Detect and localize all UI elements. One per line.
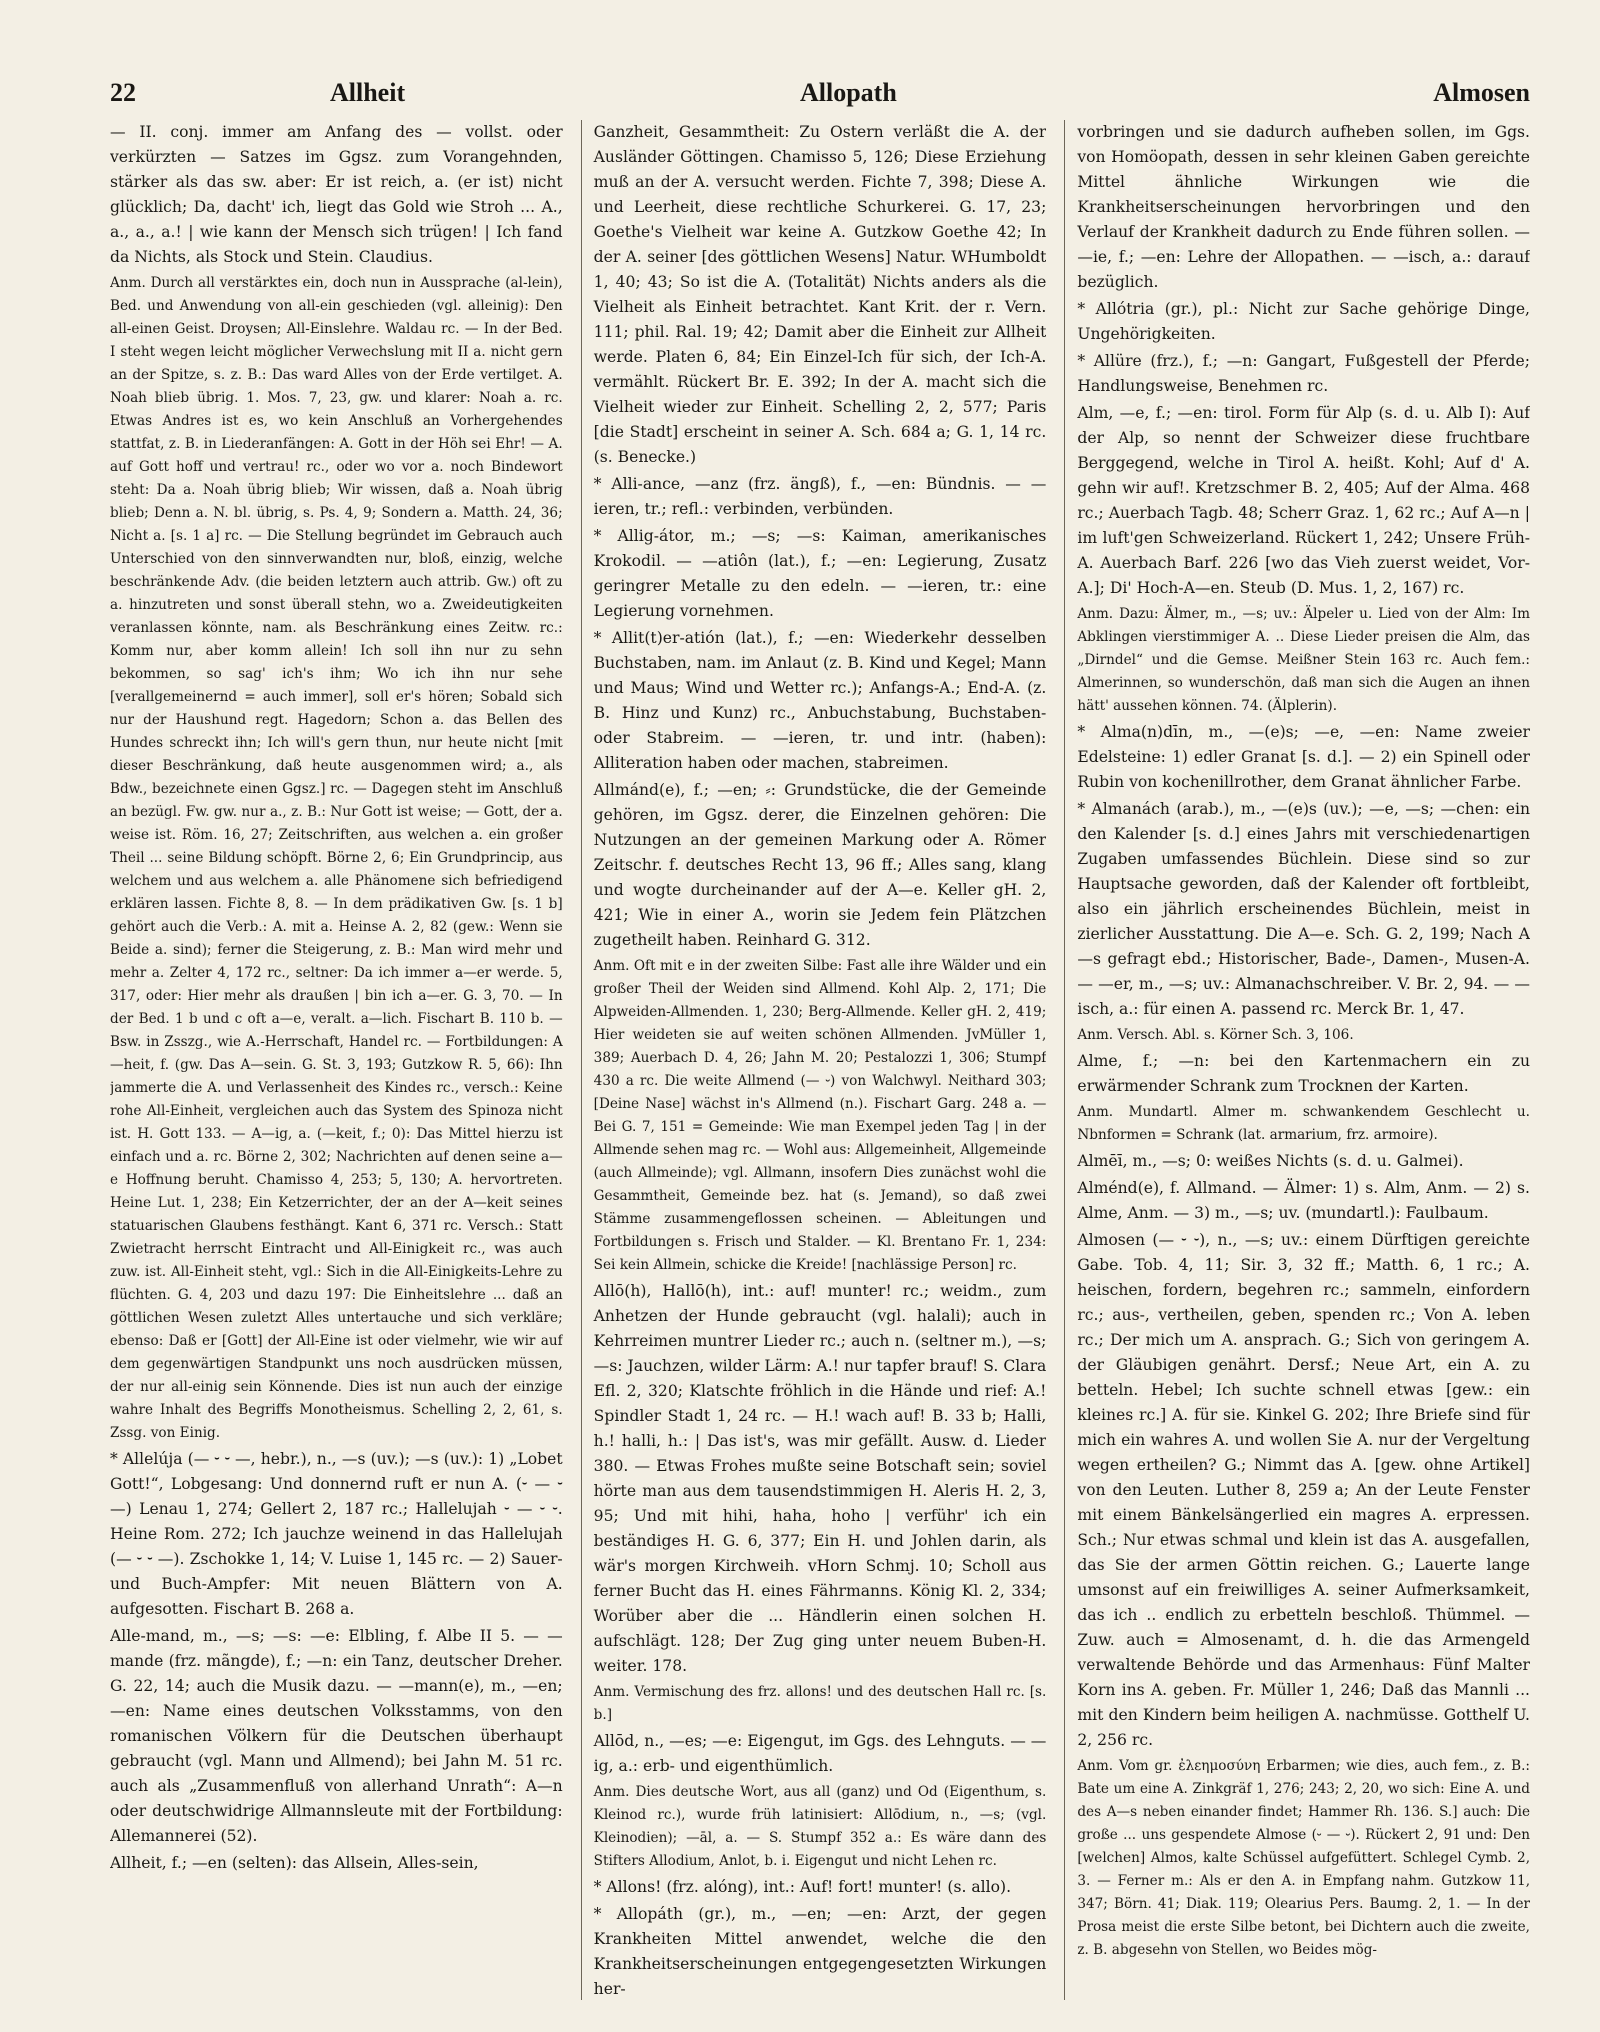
entry-paragraph: Allō(h), Hallō(h), int.: auf! munter! rc.; weidm., zum Anhetzen der Hunde gebraucht (vgl. halali); auch in Kehrreimen muntrer Lieder rc.; auch n. (seltner m.), —s; —s: Jauchzen, wilder Lärm: A.! nur tapfer brauf! S. Clara Efl. 2, 320; Klatschte fröhlich in die Hände und rief: A.! Spindler Stadt 1, 24 rc. — H.! wach auf! B. 33 b; Halli, h.! halli, h.: | Das ist's, was mir gefällt. Ausw. d. Lieder 380. — Etwas Frohes mußte seine Botschaft sein; soviel hörte man aus dem tausendstimmigen H. Aleris H. 2, 3, 95; Und mit hihi, haha, hoho | verführ' ich ein beständiges H. G. 6, 377; Ein H. und Johlen darin, als wär's morgen Kirchweih. vHorn Schmj. 10; Scholl aus ferner Bucht das H. eines Fährmanns. König Kl. 2, 334; Worüber aber die ... Händlerin einen solchen H. aufschlägt. 128; Der Zug ging unter neuem Buben-H. weiter. 178. <box>593 1282 1047 1675</box>
entry-paragraph: Alm, —e, f.; —en: tirol. Form für Alp (s. d. u. Alb I): Auf der Alp, so nennt der Schweizer diese fruchtbare Berggegend, welche in Tirol A. heißt. Kohl; Auf d' A. gehn wir auf!. Kretzschmer B. 2, 405; Auf der Alma. 468 rc.; Auerbach Tagb. 48; Scherr Graz. 1, 62 rc.; Auf A—n | im luft'gen Schweizerland. Rückert 1, 242; Unsere Früh-A. Auerbach Barf. 226 [wo das Vieh zuerst weidet, Vor-A.]; Di' Hoch-A—en. Steub (D. Mus. 1, 2, 167) rc. <box>1077 404 1530 597</box>
annotation-paragraph: Anm. Dazu: Älmer, m., —s; uv.: Älpeler u. Lied von der Alm: Im Abklingen vierstimmiger A. .. Diese Lieder preisen die Alm, das „Dirndel“ und die Gemse. Meißner Stein 163 rc. Auch fem.: Almerinnen, so wunderschön, daß man sich die Augen an ihnen hätt' aussehen können. 74. (Älplerin). <box>1077 606 1530 714</box>
header-left-headword: Allheit <box>330 78 406 107</box>
annotation-paragraph: Anm. Dies deutsche Wort, aus all (ganz) und Od (Eigenthum, s. Kleinod rc.), wurde früh latinisiert: Allōdium, n., —s; (vgl. Kleinodien); —āl, a. — S. Stumpf 352 a.: Es wäre dann des Stifters Allodium, Anlot, b. i. Eigengut und nicht Lehen rc. <box>593 1784 1047 1869</box>
annotation-paragraph: Anm. Durch all verstärktes ein, doch nun in Aussprache (al-lein), Bed. und Anwendung von all-ein geschieden (vgl. alleinig): Den all-einen Geist. Droysen; All-Einslehre. Waldau rc. — In der Bed. I steht wegen leicht möglicher Verwechslung mit II a. nicht gern an der Spitze, s. z. B.: Das ward Alles von der Erde vertilget. A. Noah blieb übrig. 1. Mos. 7, 23, gw. und klarer: Noah a. rc. Etwas Andres ist es, wo kein Anschluß an Vorhergehendes stattfat, z. B. in Liederanfängen: A. Gott in der Höh sei Ehr! — A. auf Gott hoff und vertrau! rc., oder wo vor a. noch Bindewort steht: Da a. Noah übrig blieb; Wir wissen, daß a. Noah übrig blieb; Denn a. N. bl. übrig, s. Ps. 4, 9; Sondern a. Matth. 24, 36; Nicht a. [s. 1 a] rc. — Die Stellung begründet im Gebrauch auch Unterschied von den sinnverwandten nur, bloß, einzig, welche beschränkende Adv. (die beiden letztern auch attrib. Gw.) oft zu a. hinzutreten und sonst überall stehn, wo a. Zweideutigkeiten veranlassen könnte, nam. als Beschränkung eines Zeitw. rc.: Komm nur, aber komm allein! Ich soll ihn nur zu sehn bekommen, so sag' ich's ihm; Wo ich ihn nur sehe [verallgemeinernd = auch immer], soll er's hören; Sobald sich nur der Haushund regt. Hagedorn; Schon a. das Bellen des Hundes schreckt ihn; Ich will's gern thun, nur heute nicht [mit dieser Beschränkung, daß heute ausgenommen wird; a., als Bdw., bezeichnete einen Ggsz.] rc. — Dagegen steht im Anschluß an bezügl. Fw. gw. nur a., z. B.: Nur Gott ist weise; — Gott, der a. weise ist. Röm. 16, 27; Zeitschriften, aus welchen a. ein großer Theil ... seine Bildung schöpft. Börne 2, 6; Ein Grundprincip, aus welchem und aus welchem a. alle Phänomene sich befriedigend erklären lassen. Fichte 8, 8. — In dem prädikativen Gw. [s. 1 b] gehört auch die Verb.: A. mit a. Heinse A. 2, 82 (gew.: Wenn sie Beide a. sind); ferner die Steigerung, z. B.: Man wird mehr und mehr a. Zelter 4, 172 rc., seltner: Da ich immer a—er werde. 5, 317, oder: Hier mehr als draußen | bin ich a—er. G. 3, 70. — In der Bed. 1 b und c oft a—e, veralt. a—lich. Fischart B. 110 b. — Bsw. in Zsszg., wie A.-Herrschaft, Handel rc. — Fortbildungen: A—heit, f. (gw. Das A—sein. G. St. 3, 193; Gutzkow R. 5, 66): Ihn jammerte die A. und Verlassenheit des Kindes rc., versch.: Keine rohe All-Einheit, vergleichen auch das System des Spinoza nicht ist. H. Gott 133. — A—ig, a. (—keit, f.; 0): Das Mittel hierzu ist einfach und a. rc. Börne 2, 302; Nachrichten auf denen seine a—e Hoffnung beruht. Chamisso 4, 253; 5, 130; A. hervortreten. Heine Lut. 1, 238; Ein Ketzerrichter, der an der A—keit seines statuarischen Glaubens festhängt. Kant 6, 371 rc. Versch.: Statt Zwietracht herrscht Eintracht und All-Einigkeit rc., was auch zuw. ist. All-Einheit steht, vgl.: Sich in die All-Einigkeits-Lehre zu flüchten. G. 4, 203 und dazu 197: Die Einheitslehre ... daß an göttlichen Wesen zuletzt Alles untertauche und sich verkläre; ebenso: Daß er [Gott] der All-Eine ist oder vielmehr, wie wir auf dem gegenwärtigen Standpunkt uns noch ausdrücken müssen, der nur all-einig sein Könnende. Dies ist nun auch der einzige wahre Inhalt des Begriffs Monotheismus. Schelling 2, 2, 61, s. Zssg. von Einig. <box>110 275 563 1441</box>
column-right <box>1064 120 1530 2000</box>
entry-paragraph: * Allons! (frz. alóng), int.: Auf! fort! munter! (s. allo). <box>593 1878 1012 1896</box>
running-header <box>110 70 1530 120</box>
entry-paragraph: Allheit, f.; —en (selten): das Allsein, Alles-sein, <box>110 1854 479 1872</box>
annotation-paragraph: Anm. Vom gr. ἐλεημοσύνη Erbarmen; wie dies, auch fem., z. B.: Bate um eine A. Zinkgräf 1, 276; 243; 2, 20, wo sich: Eine A. und des A—s neben einander findet; Hammer Rh. 136. S.] auch: Die große ... uns gespendete Almose (⏑ — ⏑). Rückert 2, 91 und: Den [welchen] Almos, kalte Schüssel aufgefüttert. Schlegel Cymb. 2, 3. — Ferner m.: Als er den A. in Empfang nahm. Gutzkow 11, 347; Börn. 41; Diak. 119; Olearius Pers. Baumg. 2, 1. — In der Prosa meist die erste Silbe betont, bei Dichtern auch die zweite, z. B. abgesehn von Stellen, wo Beides mög- <box>1077 1758 1530 1958</box>
entry-paragraph: — II. conj. immer am Anfang des — vollst. oder verkürzten — Satzes im Ggsz. zum Vorangehnden, stärker als das sw. aber: Er ist reich, a. (er ist) nicht glücklich; Da, dacht' ich, liegt das Gold wie Stroh ... A., a., a., a.! | wie kann der Mensch sich trügen! | Ich fand da Nichts, als Stock und Stein. Claudius. <box>110 123 563 266</box>
entry-paragraph: * Allüre (frz.), f.; —n: Gangart, Fußgestell der Pferde; Handlungsweise, Benehmen rc. <box>1077 352 1530 395</box>
entry-paragraph: Ganzheit, Gesammtheit: Zu Ostern verläßt die A. der Ausländer Göttingen. Chamisso 5, 126; Diese Erziehung muß an der A. versucht werden. Fichte 7, 398; Diese A. und Leerheit, diese rechtliche Schurkerei. G. 17, 23; Goethe's Vielheit war keine A. Gutzkow Goethe 42; In der A. seiner [des göttlichen Wesens] Natur. WHumboldt 1, 40; 43; So ist die A. (Totalität) Nichts anders als die Vielheit als Einheit betrachtet. Kant Krit. der r. Vern. 111; phil. Ral. 19; 42; Damit aber die Einheit zur Allheit werde. Platen 6, 84; Ein Einzel-Ich für sich, der Ich-A. vermählt. Rückert Br. E. 392; In der A. macht sich die Vielheit wieder zur Einheit. Schelling 2, 2, 577; Paris [die Stadt] erscheint in seiner A. Sch. 684 a; G. 1, 14 rc. (s. Benecke.) <box>593 123 1047 466</box>
entry-paragraph: Almosen (— ⏑ ⏑), n., —s; uv.: einem Dürftigen gereichte Gabe. Tob. 4, 11; Sir. 3, 32 ff.; Matth. 6, 1 rc.; A. heischen, fordern, begehren rc.; sammeln, einfordern rc.; aus-, vertheilen, geben, spenden rc.; Von A. leben rc.; Der mich um A. ansprach. G.; Sich von geringem A. der Gläubigen genährt. Dersf.; Neue Art, ein A. zu betteln. Hebel; Ich suchte schnell etwas [gew.: ein kleines rc.] A. für sie. Kinkel G. 202; Ihre Briefe sind für mich ein wahres A. und wollen Sie A. nur der Vergeltung wegen ertheilen? G.; Nimmt das A. [gew. ohne Artikel] von den Leuten. Luther 8, 259 a; An der Leute Fenster mit einem Bänkelsängerlied ein magres A. erpressen. Sch.; Nur etwas schmal und klein ist das A. ausgefallen, das Sie der armen Göttin reichen. G.; Lauerte lange umsonst auf ein freiwilliges A. seiner Aufmerksamkeit, das ich .. endlich zu erbetteln beschloß. Thümmel. — Zuw. auch = Almosenamt, d. h. die das Armengeld verwaltende Behörde und das Armenhaus: Fünf Malter Korn ins A. geben. Fr. Müller 1, 246; Daß das Mannli ... mit den Kindern beim heiligen A. nachmüsse. Gotthelf U. 2, 256 rc. <box>1077 1231 1530 1749</box>
text-columns <box>110 120 1530 2000</box>
entry-paragraph: Alme, f.; —n: bei den Kartenmachern ein zu erwärmender Schrank zum Trocknen der Karten. <box>1077 1052 1530 1095</box>
entry-paragraph: Allōd, n., —es; —e: Eigengut, im Ggs. des Lehnguts. — —ig, a.: erb- und eigenthümlich. <box>593 1732 1047 1775</box>
entry-paragraph: * Almanách (arab.), m., —(e)s (uv.); —e, —s; —chen: ein den Kalender [s. d.] eines Jahrs mit verschiedenartigen Zugaben umfassendes Büchlein. Diese sind so zur Hauptsache geworden, daß der Kalender oft fortbleibt, also ein jährlich erscheinendes Büchlein, meist in zierlicher Ausstattung. Die A—e. Sch. G. 2, 199; Nach A—s gefragt ebd.; Historischer, Bade-, Damen-, Musen-A. — —er, m., —s; uv.: Almanachschreiber. V. Br. 2, 94. — —isch, a.: für einen A. passend rc. Merck Br. 1, 47. <box>1077 800 1530 1018</box>
entry-paragraph: Alle-mand, m., —s; —s: —e: Elbling, f. Albe II 5. — —mande (frz. mãngde), f.; —n: ein Tanz, deutscher Dreher. G. 22, 14; auch die Musik dazu. — —mann(e), m., —en; —en: Name eines deutschen Volksstamms, von den romanischen Völkern für die Deutschen überhaupt gebraucht (vgl. Mann und Allmend); bei Jahn M. 51 rc. auch als „Zusammenfluß von allerhand Unrath“: A—n oder deutschwidrige Allmannsleute mit der Fortbildung: Allemannerei (52). <box>110 1627 563 1845</box>
annotation-paragraph: Anm. Vermischung des frz. allons! und des deutschen Hall rc. [s. b.] <box>593 1684 1047 1723</box>
entry-paragraph: * Allig-átor, m.; —s; —s: Kaiman, amerikanisches Krokodil. — —atiôn (lat.), f.; —en: Legierung, Zusatz geringrer Metalle zu den edeln. — —ieren, tr.: eine Legierung vornehmen. <box>593 527 1047 620</box>
entry-paragraph: * Allótria (gr.), pl.: Nicht zur Sache gehörige Dinge, Ungehörigkeiten. <box>1077 300 1530 343</box>
page-number: 22 <box>110 78 136 107</box>
entry-paragraph: * Alma(n)dīn, m., —(e)s; —e, —en: Name zweier Edelsteine: 1) edler Granat [s. d.]. — 2) ein Spinell oder Rubin von kochenillrother, dem Granat ähnlicher Farbe. <box>1077 723 1530 791</box>
entry-paragraph: * Allopáth (gr.), m., —en; —en: Arzt, der gegen Krankheiten Mittel anwendet, welche die den Krankheitserscheinungen entgegengesetzten Wirkungen her- <box>593 1905 1047 1998</box>
entry-paragraph: Almēī, m., —s; 0: weißes Nichts (s. d. u. Galmei). <box>1077 1152 1464 1170</box>
entry-paragraph: Allmánd(e), f.; —en; ⸗: Grundstücke, die der Gemeinde gehören, im Ggsz. derer, die Einzelnen gehören: Die Nutzungen an der gemeinen Markung oder A. Römer Zeitschr. f. deutsches Recht 13, 96 ff.; Alles sang, klang und wogte durcheinander auf der A—e. Keller gH. 2, 421; Wie in einer A., worin sie Jedem fein Plätzchen zugetheilt haben. Reinhard G. 312. <box>593 781 1047 949</box>
column-left <box>110 120 563 2000</box>
column-middle <box>581 120 1047 2000</box>
entry-paragraph: vorbringen und sie dadurch aufheben sollen, im Ggs. von Homöopath, dessen in sehr kleinen Gaben gereichte Mittel ähnliche Wirkungen wie die Krankheitserscheinungen hervorbringen und den Verlauf der Krankheit dadurch zu Ende führen sollen. — —ie, f.; —en: Lehre der Allopathen. — —isch, a.: darauf bezüglich. <box>1077 123 1530 291</box>
annotation-paragraph: Anm. Mundartl. Almer m. schwankendem Geschlecht u. Nbnformen = Schrank (lat. armarium, frz. armoire). <box>1077 1104 1530 1143</box>
annotation-paragraph: Anm. Oft mit e in der zweiten Silbe: Fast alle ihre Wälder und ein großer Theil der Weiden sind Allmend. Kohl Alp. 2, 171; Die Alpweiden-Allmenden. 1, 230; Berg-Allmende. Keller gH. 2, 419; Hier weideten sie auf weiten schönen Allmenden. JvMüller 1, 389; Auerbach D. 4, 26; Jahn M. 20; Pestalozzi 1, 306; Stumpf 430 a rc. Die weite Allmend (— ⏑) von Walchwyl. Neithard 303; [Deine Nase] wächst in's Allmend (n.). Fischart Garg. 248 a. — Bei G. 7, 151 = Gemeinde: Wie man Exempel jeden Tag | in der Allmende sehen mag rc. — Wohl aus: Allgemeinheit, Allgemeinde (auch Allmeinde); vgl. Allmann, insofern Dies zunächst wohl die Gesammtheit, Gemeinde bez. hat (s. Jemand), so daß zwei Stämme zusammengeflossen scheinen. — Ableitungen und Fortbildungen s. Frisch und Stalder. — Kl. Brentano Fr. 1, 234: Sei kein Allmein, schicke die Kreide! [nachlässige Person] rc. <box>593 958 1047 1273</box>
entry-paragraph: * Alli-ance, —anz (frz. ängß), f., —en: Bündnis. — —ieren, tr.; refl.: verbinden, verbünden. <box>593 475 1047 518</box>
entry-paragraph: * Allit(t)er-atión (lat.), f.; —en: Wiederkehr desselben Buchstaben, nam. im Anlaut (z. B. Kind und Kegel; Mann und Maus; Wind und Wetter rc.); Anfangs-A.; End-A. (z. B. Hinz und Kunz) rc., Anbuchstabung, Buchstaben- oder Stabreim. — —ieren, tr. und intr. (haben): Alliteration haben oder machen, stabreimen. <box>593 629 1047 772</box>
entry-paragraph: Alménd(e), f. Allmand. — Älmer: 1) s. Alm, Anm. — 2) s. Alme, Anm. — 3) m., —s; uv. (mundartl.): Faulbaum. <box>1077 1179 1530 1222</box>
entry-paragraph: * Allelúja (— ⏑ ⏑ —, hebr.), n., —s (uv.); —s (uv.): 1) „Lobet Gott!“, Lobgesang: Und donnernd ruft er nun A. (⏑ — ⏑ —) Lenau 1, 274; Gellert 2, 187 rc.; Hallelujah ⏑ — ⏑ ⏑. Heine Rom. 272; Ich jauchze weinend in das Hallelujah (— ⏑ ⏑ —). Zschokke 1, 14; V. Luise 1, 145 rc. — 2) Sauer- und Buch-Ampfer: Mit neuen Blättern von A. aufgesotten. Fischart B. 268 a. <box>110 1450 563 1618</box>
header-center-headword: Allopath <box>800 78 897 107</box>
header-right-headword: Almosen <box>1433 78 1530 107</box>
dictionary-page <box>110 70 1530 2000</box>
annotation-paragraph: Anm. Versch. Abl. s. Körner Sch. 3, 106. <box>1077 1027 1354 1043</box>
